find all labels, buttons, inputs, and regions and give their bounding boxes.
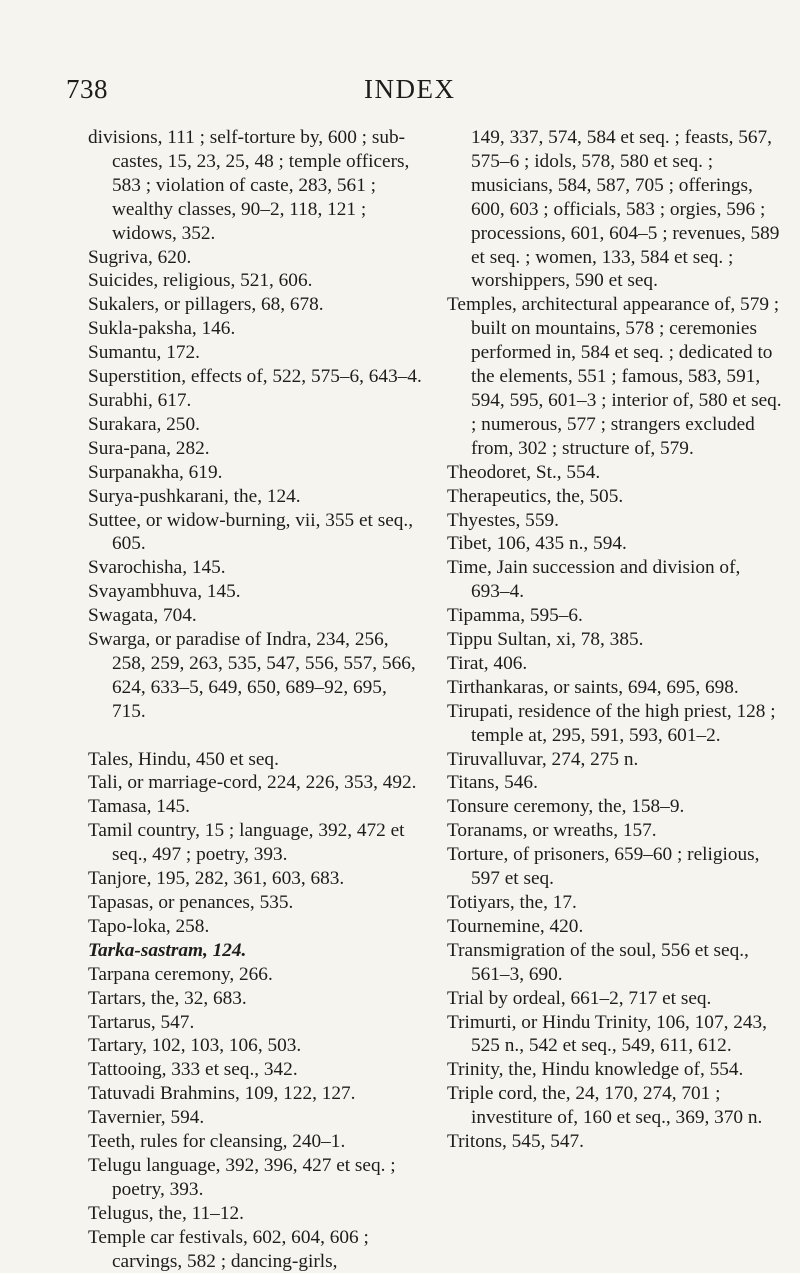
index-entry: Toranams, or wreaths, 157. <box>447 820 657 842</box>
index-entry: Sumantu, 172. <box>88 342 200 364</box>
index-entry: Thyestes, 559. <box>447 509 559 531</box>
index-column-left <box>88 126 424 1273</box>
index-entry: Tartary, 102, 103, 106, 503. <box>88 1035 302 1057</box>
index-entry: Tipamma, 595–6. <box>447 605 583 627</box>
index-entry: Swarga, or paradise of Indra, 234, 256, 258, 259, 263, 535, 547, 556, 557, 566, 624, 633–5, 649, 650, 689–92, 695, 715. <box>88 629 416 722</box>
index-entry: Sukalers, or pillagers, 68, 678. <box>88 294 324 316</box>
index-entry: Teeth, rules for cleansing, 240–1. <box>88 1131 346 1153</box>
index-entry: Tamil country, 15 ; language, 392, 472 et seq., 497 ; poetry, 393. <box>88 820 405 866</box>
index-entry: Tirat, 406. <box>447 652 528 674</box>
index-entry: Titans, 546. <box>447 772 538 794</box>
index-entry: Trimurti, or Hindu Trinity, 106, 107, 243, 525 n., 542 et seq., 549, 611, 612. <box>447 1011 767 1057</box>
index-entry: Tartarus, 547. <box>88 1011 195 1033</box>
index-entry: Surabhi, 617. <box>88 389 192 411</box>
index-entry: Tritons, 545, 547. <box>447 1131 584 1153</box>
index-entry: Tiruvalluvar, 274, 275 n. <box>447 748 639 770</box>
index-entry: Tartars, the, 32, 683. <box>88 987 247 1009</box>
index-entry: Tamasa, 145. <box>88 796 190 818</box>
index-entry: Surpanakha, 619. <box>88 461 223 483</box>
index-entry: Tippu Sultan, xi, 78, 385. <box>447 629 644 651</box>
index-entry: Totiyars, the, 17. <box>447 892 577 913</box>
index-entry: Tavernier, 594. <box>88 1107 205 1129</box>
index-entry: Svarochisha, 145. <box>88 557 226 579</box>
index-entry: Telugu language, 392, 396, 427 et seq. ; poetry, 393. <box>88 1154 396 1200</box>
index-entry: Tirupati, residence of the high priest, 128 ; temple at, 295, 591, 593, 601–2. <box>447 700 776 746</box>
index-entry: Transmigration of the soul, 556 et seq., 561–3, 690. <box>447 939 749 985</box>
running-title: INDEX <box>364 74 456 104</box>
index-entry: Tapo-loka, 258. <box>88 915 210 937</box>
index-entry: Tapasas, or penances, 535. <box>88 891 294 913</box>
index-entry: Sukla-paksha, 146. <box>88 318 236 340</box>
index-entry: divisions, 111 ; self-torture by, 600 ; sub-castes, 15, 23, 25, 48 ; temple officers, 583 ; violation of caste, 283, 561 ; wealthy classes, 90–2, 118, 121 ; widows, 352. <box>88 127 410 244</box>
index-entry: Tirthankaras, or saints, 694, 695, 698. <box>447 676 739 698</box>
index-entry: Surakara, 250. <box>88 413 200 435</box>
index-entry: Temples, architectural appearance of, 579 ; built on mountains, 578 ; ceremonies performed in, 584 et seq. ; dedicated to the elements, 551 ; famous, 583, 591, 594, 595, 601–3 ; interior of, 580 et seq. ; numerous, 577 ; strangers excluded from, 302 ; structure of, 579. <box>447 294 782 459</box>
index-entry: Triple cord, the, 24, 170, 274, 701 ; investiture of, 160 et seq., 369, 370 n. <box>447 1083 763 1129</box>
index-entry: Superstition, effects of, 522, 575–6, 643–4. <box>88 366 422 388</box>
index-entry: Sugriva, 620. <box>88 246 192 268</box>
index-entry: Tatuvadi Brahmins, 109, 122, 127. <box>88 1083 356 1105</box>
index-entry: Tattooing, 333 et seq., 342. <box>88 1059 298 1081</box>
index-entry: Surya-pushkarani, the, 124. <box>88 485 301 507</box>
section-gap <box>88 724 424 748</box>
index-entry: Theodoret, St., 554. <box>447 461 601 483</box>
index-entry: Tonsure ceremony, the, 158–9. <box>447 796 685 818</box>
index-entry-italic: Tarka-sastram, 124. <box>88 939 247 961</box>
index-entry: Swagata, 704. <box>88 605 197 627</box>
index-entry: Torture, of prisoners, 659–60 ; religious, 597 et seq. <box>447 844 760 890</box>
index-entry: Therapeutics, the, 505. <box>447 485 624 507</box>
index-entry: Suttee, or widow-burning, vii, 355 et seq., 605. <box>88 509 414 555</box>
index-entry: Tarpana ceremony, 266. <box>88 963 273 985</box>
index-entry: Temple car festivals, 602, 604, 606 ; carvings, 582 ; dancing-girls, <box>88 1226 369 1272</box>
index-entry: Tanjore, 195, 282, 361, 603, 683. <box>88 868 345 890</box>
index-entry: Tali, or marriage-cord, 224, 226, 353, 492. <box>88 772 417 794</box>
index-entry: Telugus, the, 11–12. <box>88 1202 244 1224</box>
index-column-right <box>447 126 783 1154</box>
index-entry: Time, Jain succession and division of, 693–4. <box>447 557 741 603</box>
index-entry: 149, 337, 574, 584 et seq. ; feasts, 567, 575–6 ; idols, 578, 580 et seq. ; musicians, 584, 587, 705 ; offerings, 600, 603 ; officials, 583 ; orgies, 596 ; processions, 601, 604–5 ; revenues, 589 et seq. ; women, 133, 584 et seq. ; worshippers, 590 et seq. <box>471 127 780 292</box>
index-entry: Tournemine, 420. <box>447 915 584 937</box>
index-entry: Tales, Hindu, 450 et seq. <box>88 748 279 770</box>
index-entry: Tibet, 106, 435 n., 594. <box>447 533 627 555</box>
index-entry: Sura-pana, 282. <box>88 437 210 459</box>
index-entry: Trinity, the, Hindu knowledge of, 554. <box>447 1059 744 1081</box>
index-entry: Trial by ordeal, 661–2, 717 et seq. <box>447 987 712 1009</box>
index-entry: Suicides, religious, 521, 606. <box>88 270 313 292</box>
index-entry: Svayambhuva, 145. <box>88 581 241 603</box>
page-number: 738 <box>66 74 108 104</box>
page-header <box>0 74 800 114</box>
